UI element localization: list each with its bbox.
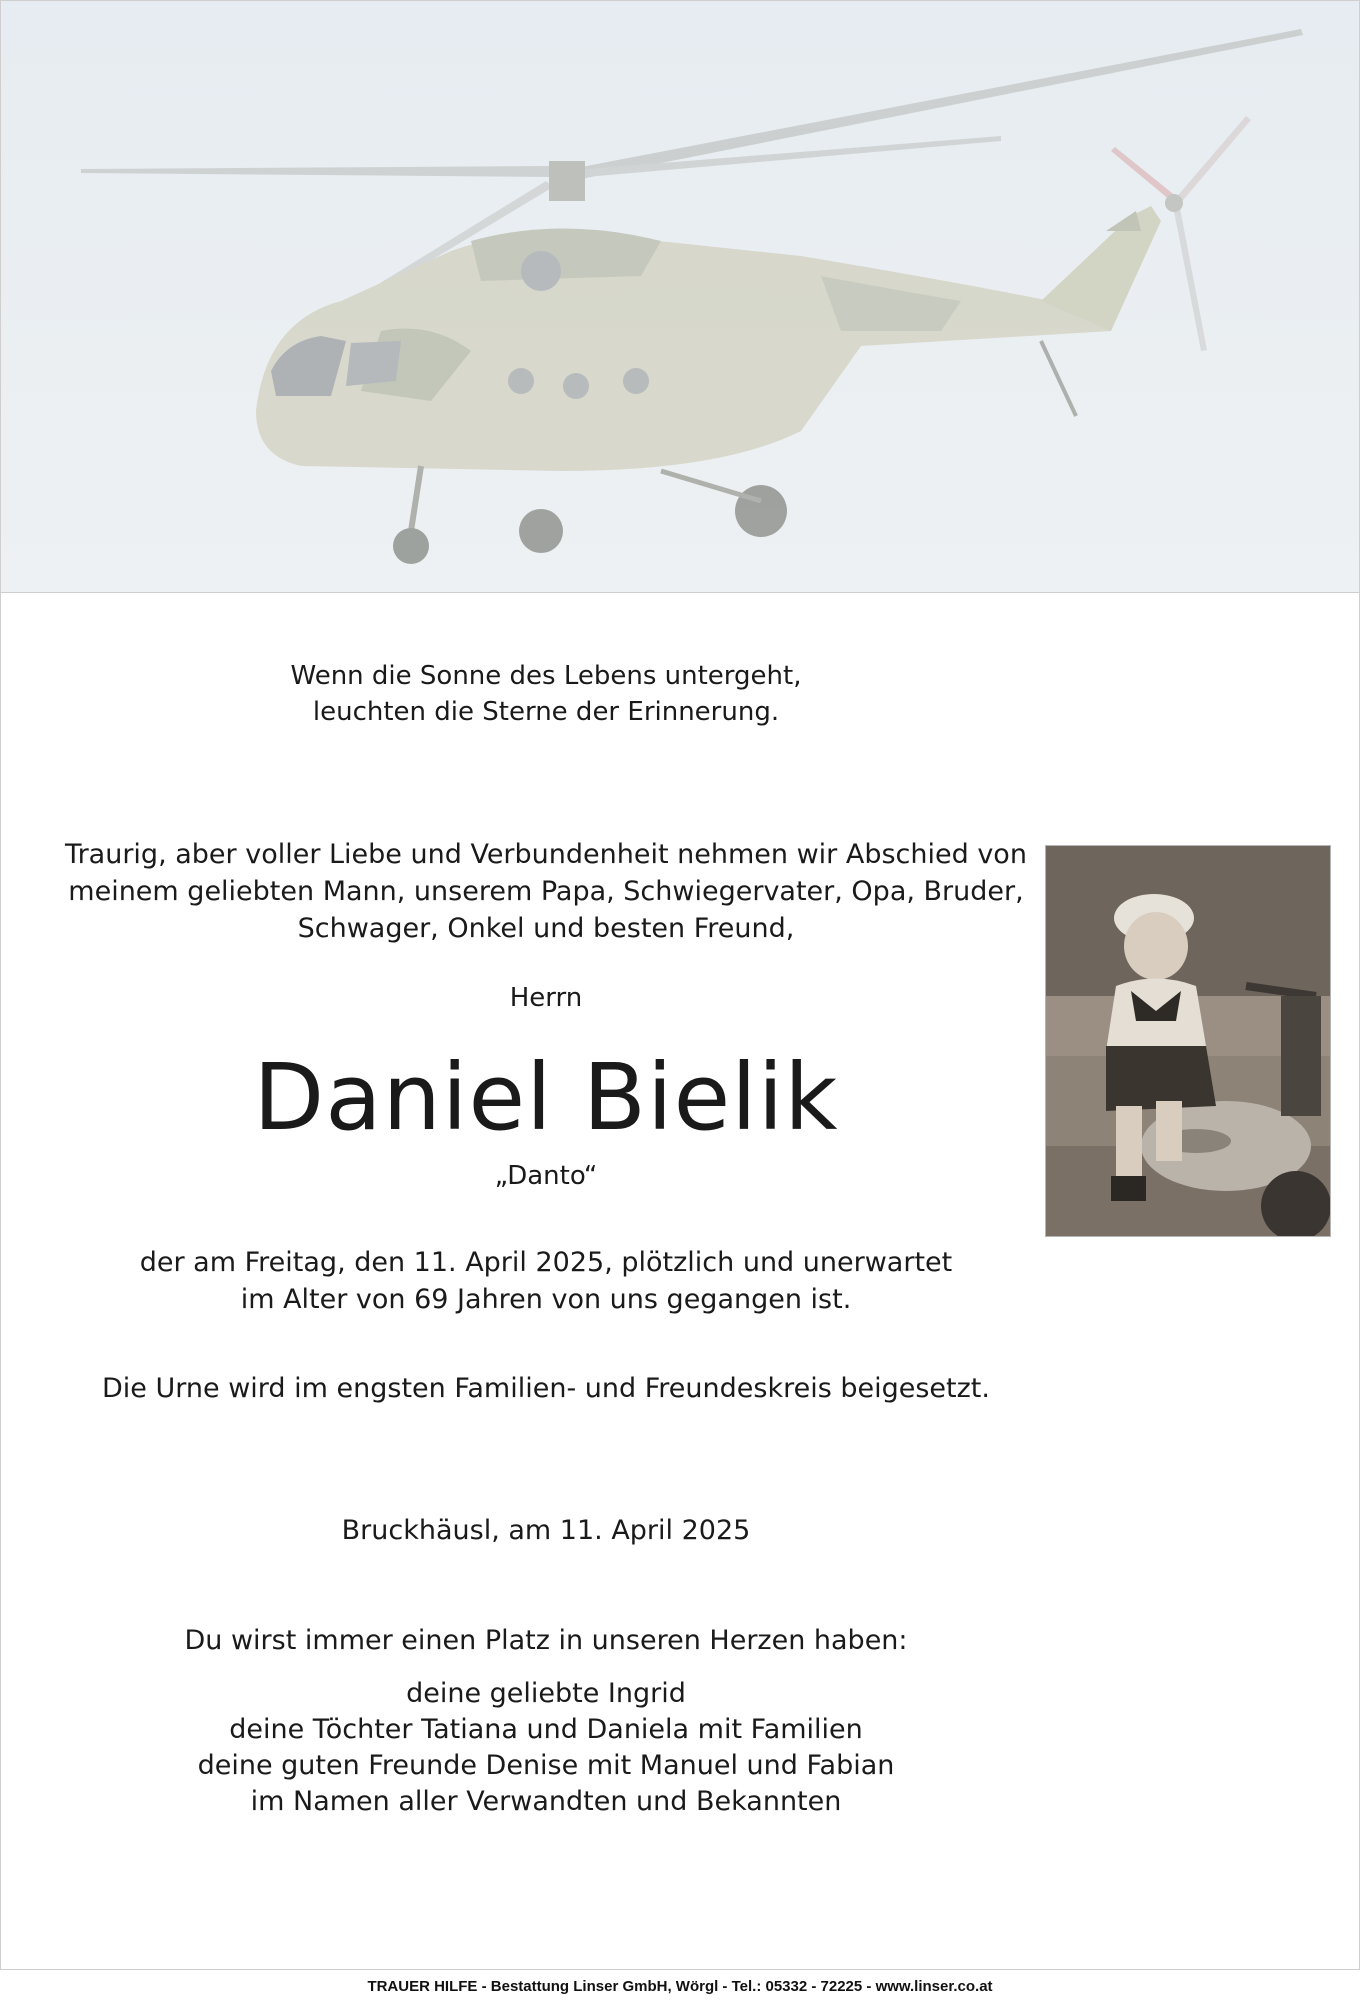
intro-line: Schwager, Onkel und besten Freund, — [297, 913, 795, 944]
urn-notice: Die Urne wird im engsten Familien- und Freundeskreis beigesetzt. — [102, 1373, 990, 1404]
mourner-item: im Namen aller Verwandten und Bekannten — [250, 1786, 842, 1817]
place-date: Bruckhäusl, am 11. April 2025 — [341, 1515, 751, 1546]
death-notice-line: der am Freitag, den 11. April 2025, plötzlich und unerwartet — [139, 1247, 953, 1278]
mourners-list — [60, 1676, 1032, 1820]
nickname: „Danto“ — [494, 1161, 598, 1191]
helicopter-photo — [1, 1, 1359, 593]
intro-text — [60, 836, 1032, 947]
portrait-image — [1046, 846, 1330, 1236]
mourner-item: deine guten Freunde Denise mit Manuel und Fabian — [197, 1750, 895, 1781]
intro-line: meinem geliebten Mann, unserem Papa, Schwiegervater, Opa, Bruder, — [68, 876, 1024, 907]
mourner-item: deine geliebte Ingrid — [406, 1678, 686, 1709]
death-notice — [60, 1244, 1032, 1318]
deceased-name: Daniel Bielik — [253, 1044, 839, 1151]
intro-line: Traurig, aber voller Liebe und Verbundenheit nehmen wir Abschied von — [65, 839, 1027, 870]
closing-line: Du wirst immer einen Platz in unseren Herzen haben: — [184, 1625, 908, 1656]
portrait-photo — [1045, 845, 1331, 1237]
motto-quote — [60, 658, 1032, 730]
footer-imprint: TRAUER HILFE - Bestattung Linser GmbH, Wörgl - Tel.: 05332 - 72225 - www.linser.co.at — [367, 1978, 993, 1995]
salutation: Herrn — [509, 983, 583, 1013]
death-notice-line: im Alter von 69 Jahren von uns gegangen ist. — [240, 1284, 852, 1315]
mourner-item: deine Töchter Tatiana und Daniela mit Familien — [229, 1714, 863, 1745]
motto-line: Wenn die Sonne des Lebens untergeht, — [290, 661, 802, 691]
motto-line: leuchten die Sterne der Erinnerung. — [312, 697, 780, 727]
helicopter-image — [1, 1, 1359, 592]
